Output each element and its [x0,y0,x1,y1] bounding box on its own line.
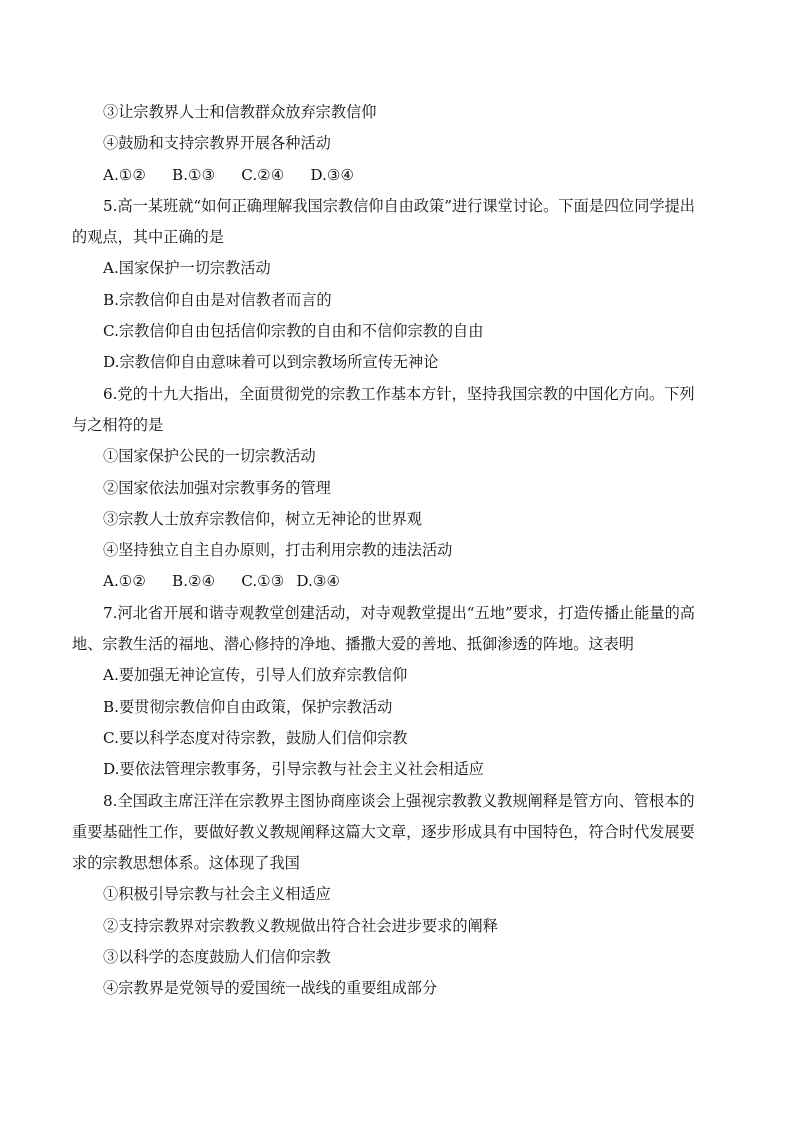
q5-stem-line-2: 的观点，其中正确的是 [72,228,224,247]
q6-statement-3: ③宗教人士放弃宗教信仰，树立无神论的世界观 [103,509,422,528]
q6-option-a: A.①② [103,572,147,591]
q7-option-b: B.要贯彻宗教信仰自由政策，保护宗教活动 [103,697,393,716]
q6-option-b: B.②④ [172,572,216,591]
q4-statement-4: ④鼓励和支持宗教界开展各种活动 [103,134,331,153]
q6-statement-2: ②国家依法加强对宗教事务的管理 [103,478,331,497]
q6-stem-line-1: 6.党的十九大指出，全面贯彻党的宗教工作基本方针，坚持我国宗教的中国化方向。下列 [103,384,695,403]
q5-option-d: D.宗教信仰自由意味着可以到宗教场所宣传无神论 [103,353,439,372]
q6-statement-4: ④坚持独立自主自办原则，打击利用宗教的违法活动 [103,541,453,560]
q4-statement-3: ③让宗教界人士和信教群众放弃宗教信仰 [103,103,377,121]
q8-statement-4: ④宗教界是党领导的爱国统一战线的重要组成部分 [103,979,438,998]
q7-option-c: C.要以科学态度对待宗教，鼓励人们信仰宗教 [103,728,408,747]
q7-stem-line-2: 地、宗教生活的福地、潜心修持的净地、播撒大爱的善地、抵御渗透的阵地。这表明 [72,635,634,654]
q8-stem-line-3: 求的宗教思想体系。这体现了我国 [72,854,300,873]
q6-stem-line-2: 与之相符的是 [72,415,164,434]
q8-statement-3: ③以科学的态度鼓励人们信仰宗教 [103,948,331,967]
q6-statement-1: ①国家保护公民的一切宗教活动 [103,447,316,466]
q5-option-a: A.国家保护一切宗教活动 [103,259,271,278]
q5-option-b: B.宗教信仰自由是对信教者而言的 [103,290,332,309]
q5-option-c: C.宗教信仰自由包括信仰宗教的自由和不信仰宗教的自由 [103,322,484,341]
q4-options [72,160,722,191]
question-content [72,97,722,1005]
q7-option-a: A.要加强无神论宣传，引导人们放弃宗教信仰 [103,666,408,685]
q6-options [72,566,722,597]
q4-option-d: D.③④ [310,165,355,184]
q6-option-d: D.③④ [296,572,341,591]
q8-statement-1: ①积极引导宗教与社会主义相适应 [103,885,331,904]
q8-statement-2: ②支持宗教界对宗教教义教规做出符合社会进步要求的阐释 [103,916,498,935]
q8-stem-line-1: 8.全国政主席汪洋在宗教界主图协商座谈会上强视宗教教义教规阐释是管方向、管根本的 [103,791,695,810]
q4-option-a: A.①② [103,165,147,184]
q7-option-d: D.要依法管理宗教事务，引导宗教与社会主义社会相适应 [103,760,484,779]
q7-stem-line-1: 7.河北省开展和谐寺观教堂创建活动，对寺观教堂提出“五地”要求，打造传播止能量的高 [103,603,695,622]
q4-option-c: C.②④ [241,165,285,184]
q4-option-b: B.①③ [172,165,216,184]
q5-stem-line-1: 5.高一某班就“如何正确理解我国宗教信仰自由政策”进行课堂讨论。下面是四位同学提出 [103,196,695,215]
q6-option-c: C.①③ [241,572,285,591]
q8-stem-line-2: 重要基础性工作，要做好教义教规阐释这篇大文章，逐步形成具有中国特色，符合时代发展要 [72,822,695,841]
